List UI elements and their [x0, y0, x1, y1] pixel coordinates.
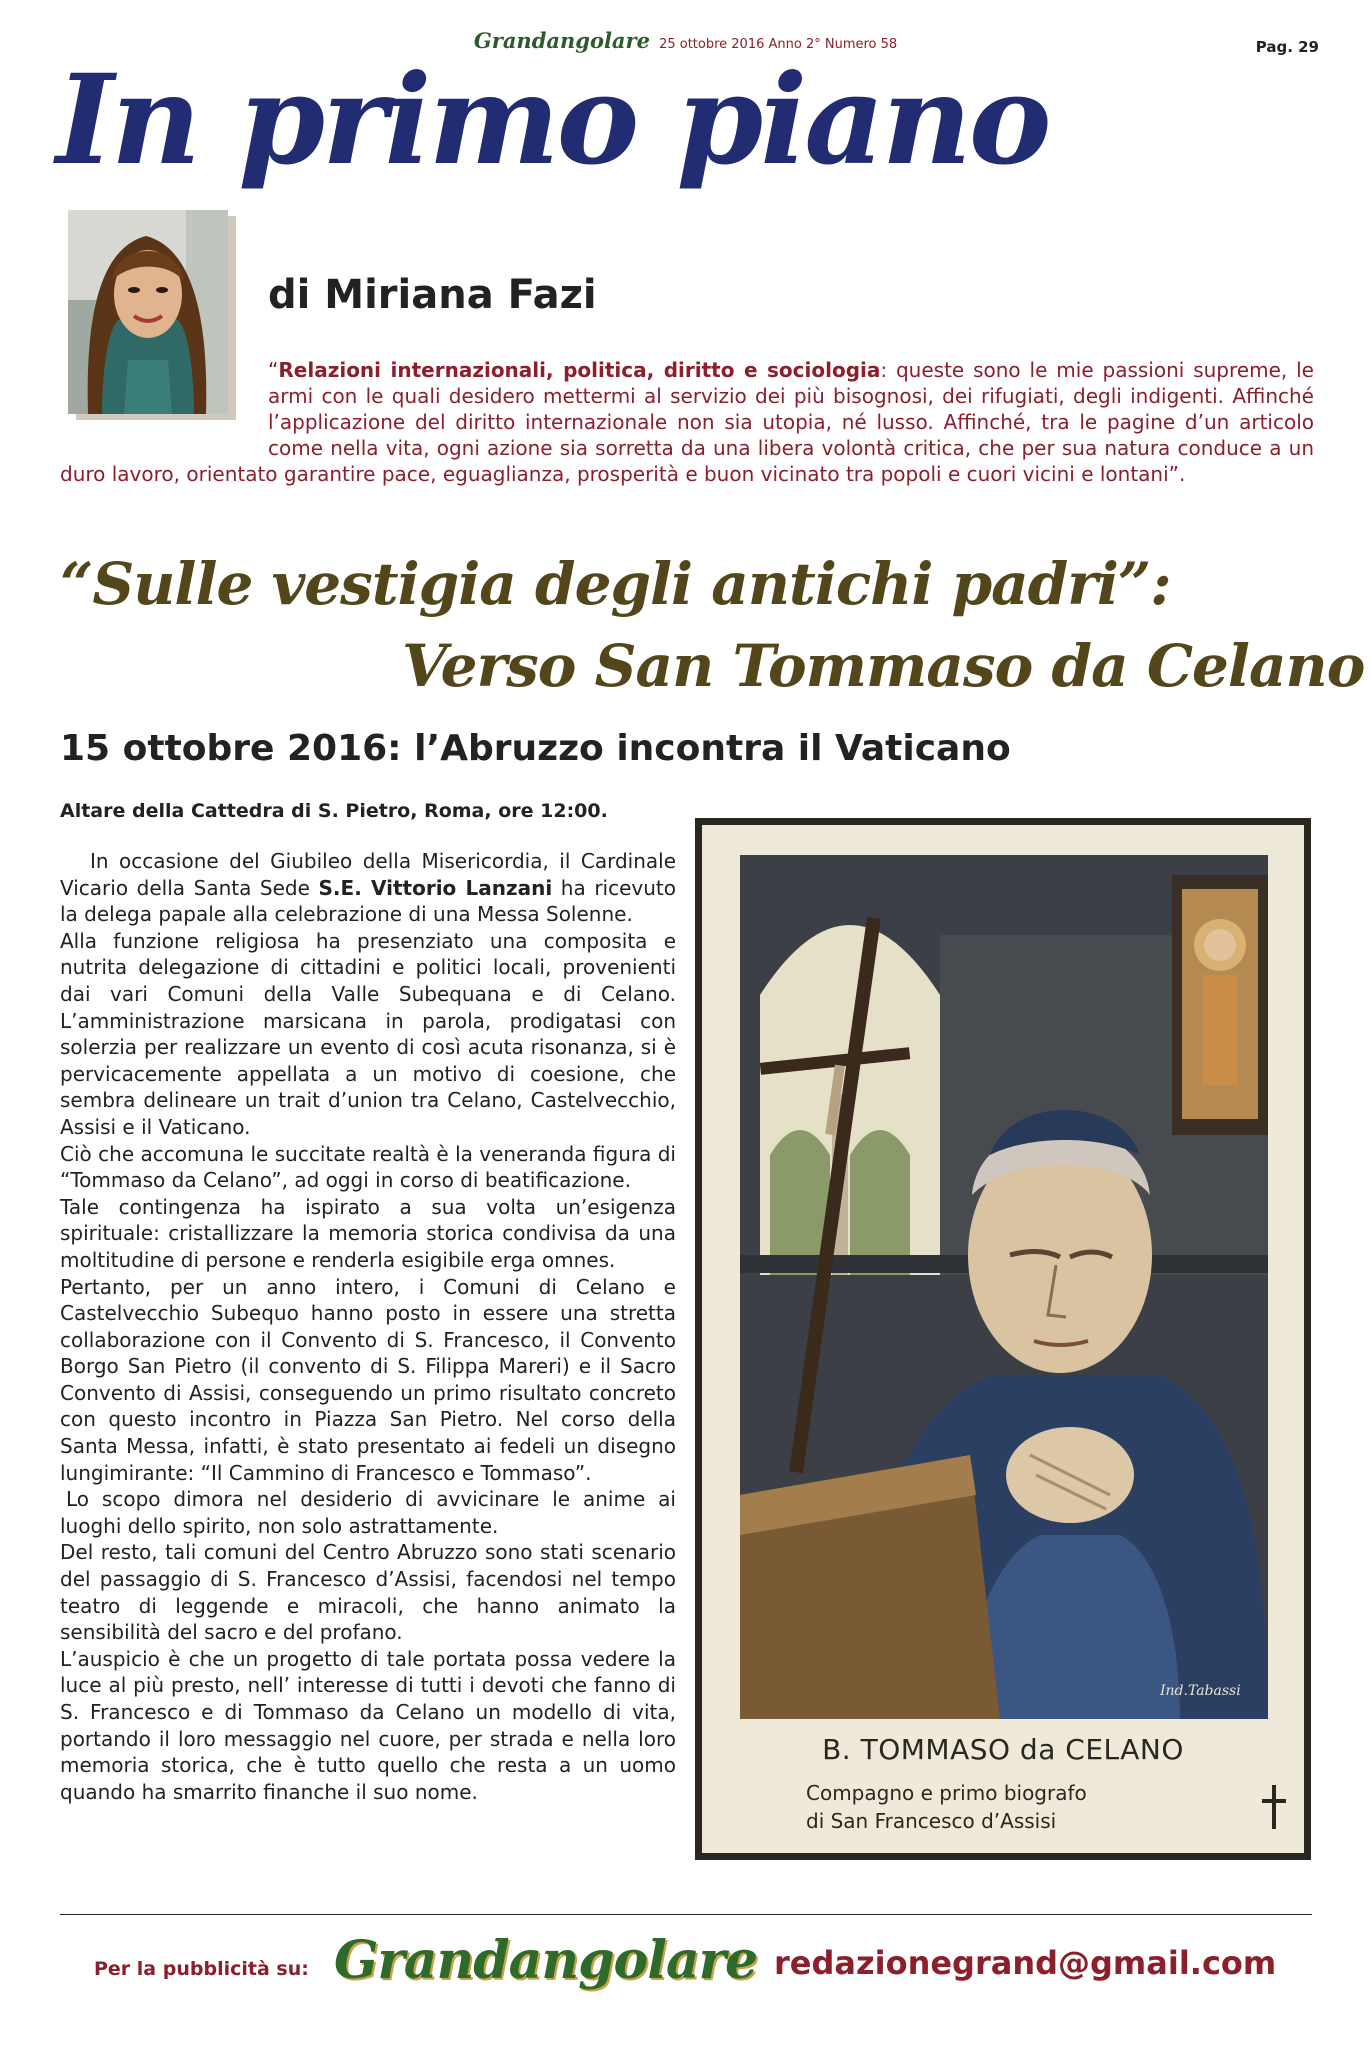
footer-logo: Grandangolare	[334, 1930, 758, 1991]
author-byline: di Miriana Fazi	[268, 272, 597, 318]
article-paragraph: Del resto, tali comuni del Centro Abruzzo sono stati scenario del passaggio di S. Francesco d’Assisi, facendosi nel tempo teatro di leggende e miracoli, che hanno animato la sensibilità del sacro e del profano.	[60, 1540, 676, 1645]
holy-card-paper	[702, 825, 1304, 1853]
article-paragraph: Lo scopo dimora nel desiderio di avvicinare le anime ai luoghi dello spirito, non solo astrattamente.	[60, 1487, 676, 1538]
author-bio	[60, 357, 1314, 487]
paragraph-text: ha ricevuto la delega papale alla celebrazione di una Messa Solenne.	[60, 875, 676, 927]
cross-icon	[1262, 1785, 1286, 1829]
holy-card-image	[695, 818, 1311, 1860]
bio-text: : queste sono le mie passioni supreme, le armi con le quali desidero mettermi al servizio dei più bisognosi, dei rifugiati, degli indigenti. Affinché l’applicazione del diritto internazionale non sia utopia, né lusso. Affinché, tra le pagine d’un articolo come nella vita, ogni azione sia sorretta da una libera volontà critica, che per sua natura conduce a un duro lavoro, orientato garantire pace, eguaglianza, prosperità e buon vicinato tra popoli e cuori vicini e lontani”.	[60, 358, 1314, 486]
card-caption-name: B. TOMMASO da CELANO	[822, 1733, 1184, 1766]
article-paragraph: Alla funzione religiosa ha presenziato una composita e nutrita delegazione di cittadini e politici locali, provenienti dai vari Comuni della Valle Subequana e di Celano. L’amministrazione marsicana in parola, prodigatasi con solerzia per realizzare un evento di così acuta risonanza, si è pervicacemente appellata a un motivo di coesione, che sembra delineare un trait d’union tra Celano, Castelvecchio, Assisi e il Vaticano.	[60, 928, 676, 1139]
article-location: Altare della Cattedra di S. Pietro, Roma, ore 12:00.	[60, 800, 608, 822]
card-caption-line1: Compagno e primo biografo	[806, 1781, 1087, 1805]
article-paragraph: Pertanto, per un anno intero, i Comuni di Celano e Castelvecchio Subequo hanno posto in essere una stretta collaborazione con il Convento di S. Francesco, il Convento Borgo San Pietro (il convento di S. Filippa Mareri) e il Sacro Convento di Assisi, conseguendo un primo risultato concreto con questo incontro in Piazza San Pietro. Nel corso della Santa Messa, infatti, è stato presentato ai fedeli un disegno lungimirante: “Il Cammino di Francesco e Tommaso”.	[60, 1274, 676, 1485]
section-title: In primo piano	[56, 48, 1049, 193]
article-body	[60, 848, 676, 1805]
bio-quote-open: “	[268, 358, 279, 382]
article-paragraph	[60, 848, 676, 928]
article-title-line2: Verso San Tommaso da Celano	[402, 632, 1365, 700]
card-caption-line2: di San Francesco d’Assisi	[806, 1809, 1057, 1833]
footer-divider	[60, 1914, 1312, 1915]
article-subtitle: 15 ottobre 2016: l’Abruzzo incontra il Vaticano	[60, 728, 1011, 769]
masthead-name: Grandangolare	[473, 28, 650, 53]
article-title-line1: “Sulle vestigia degli antichi padri”:	[60, 550, 1171, 618]
article-paragraph: Tale contingenza ha ispirato a sua volta un’esigenza spirituale: cristallizzare la memoria storica condivisa da una moltitudine di persone e renderla esigibile erga omnes.	[60, 1194, 676, 1272]
cardinal-name: S.E. Vittorio Lanzani	[318, 875, 553, 900]
paragraph-text: In occasione del Giubileo della Misericordia, il Cardinale Vicario della Santa Sede	[60, 849, 676, 900]
footer	[0, 1930, 1371, 1994]
issue-info: 25 ottobre 2016 Anno 2° Numero 58	[659, 37, 898, 52]
article-paragraph: Ciò che accomuna le succitate realtà è la veneranda figura di “Tommaso da Celano”, ad oggi in corso di beatificazione.	[60, 1141, 676, 1193]
saint-portrait-illustration	[740, 855, 1268, 1719]
contact-email-link[interactable]: redazionegrand@gmail.com	[774, 1944, 1277, 1982]
article-paragraph: L’auspicio è che un progetto di tale portata possa vedere la luce al più presto, nell’ interesse di tutti i devoti che fanno di S. Francesco e di Tommaso da Celano un modello di vita, portando il loro messaggio nel cuore, per strada e nella loro memoria storica, che è tutto quello che resta a un uomo quando ha smarrito finanche il suo nome.	[60, 1646, 676, 1804]
artist-signature: Ind.Tabassi	[1160, 1683, 1241, 1699]
bio-bold: Relazioni internazionali, politica, diritto e sociologia	[278, 358, 881, 382]
page-number: Pag. 29	[1255, 38, 1319, 56]
advertising-label: Per la pubblicità su:	[94, 1958, 309, 1980]
